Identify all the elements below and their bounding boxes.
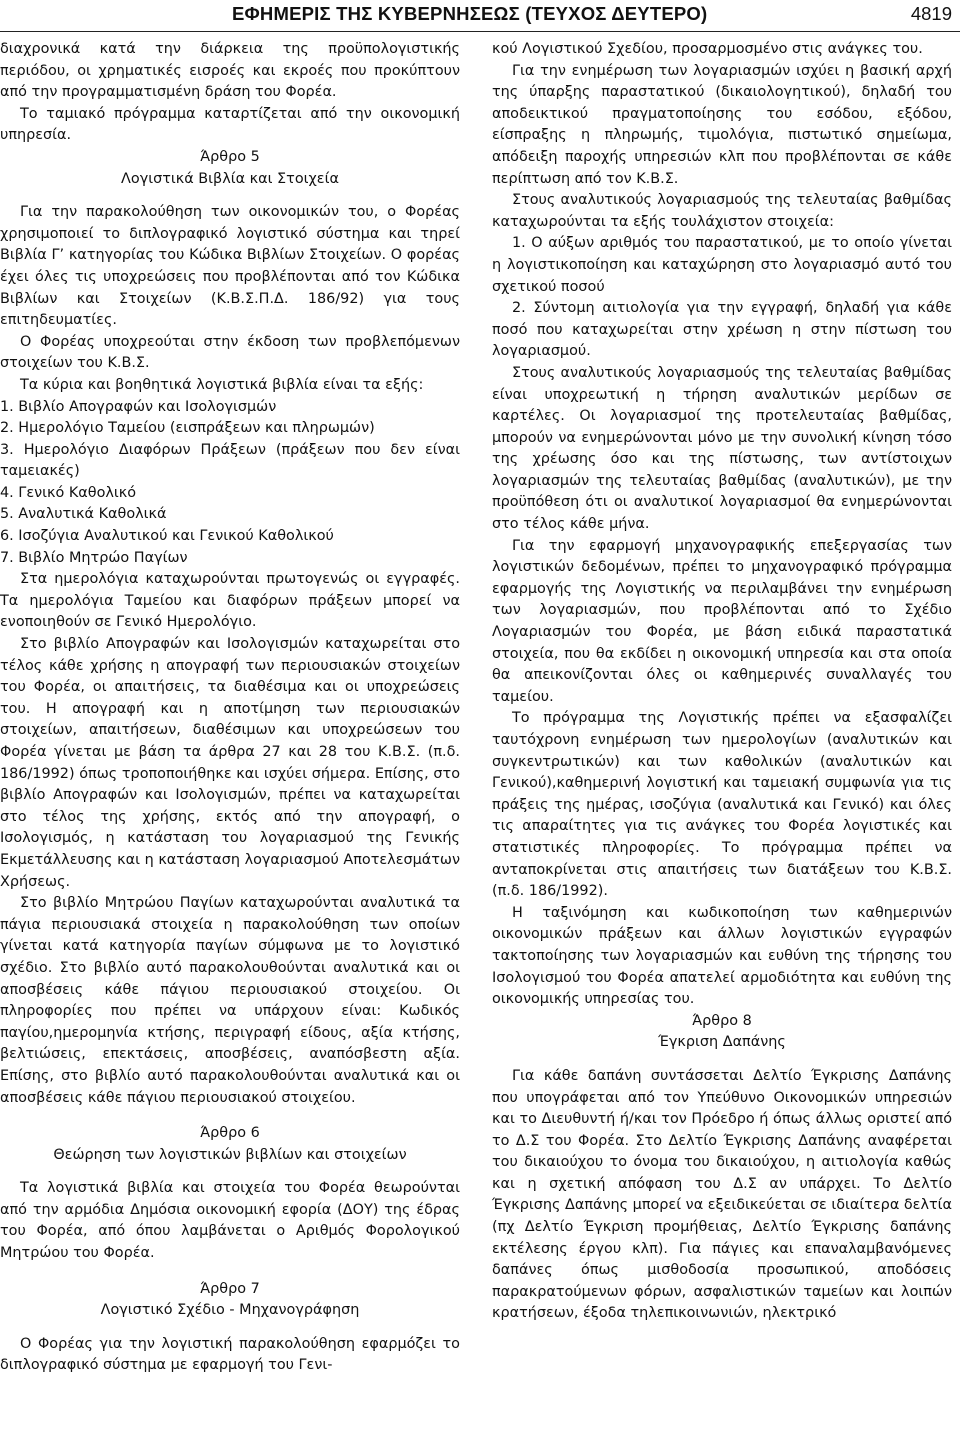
list-item: 3. Ημερολόγιο Διαφόρων Πράξεων (πράξεων που δεν είναι ταμειακές) bbox=[0, 441, 460, 480]
paragraph: διαχρονικά κατά την διάρκεια της προϋπολογιστικής περιόδου, οι χρηματικές εισροές και εκροές που προκύπτουν από την προγραμματισμένη δράση του Φορέα. bbox=[0, 41, 460, 101]
paragraph: Η ταξινόμηση και κωδικοποίηση των καθημερινών οικονομικών πράξεων και άλλων λογιστικών εγγραφών τακτοποίησης των λογαριασμών και ευθύνη της τήρησης του Ισολογισμού του Φορέα απατελεί αρμοδιότητα και ευθύνη της οικονομικής υπηρεσίας του. bbox=[492, 904, 952, 1008]
paragraph: Στους αναλυτικούς λογαριασμούς της τελευταίας βαθμίδας είναι υποχρεωτική η τήρηση αναλυτικών μερίδων σε καρτέλες. Οι λογαριασμοί της προτελευταίας βαθμίδας, μπορούν να ενημερώνονται μόνο με την συνολική κίνηση τόσο της χρέωσης όσο και της πίστωσης, των αντίστοιχων λογαριασμών της τελευταίας βαθμίδας (αναλυτικών), με την προϋπόθεση ότι οι αναλυτικοί λογαριασμοί θα ενημερώνονται στο τέλος κάθε μήνα. bbox=[492, 364, 952, 533]
left-column bbox=[0, 39, 460, 1377]
paragraph: Τα κύρια και βοηθητικά λογιστικά βιβλία είναι τα εξής: bbox=[20, 376, 424, 393]
list-item: 1. Ο αύξων αριθμός του παραστατικού, με το οποίο γίνεται η λογιστικοποίηση και καταχώρηση στο λογαριασμό αυτό του σχετικού ποσού bbox=[492, 235, 952, 295]
paragraph: Για κάθε δαπάνη συντάσσεται Δελτίο Έγκρισης Δαπάνης που υπογράφεται από τον Υπεύθυνο Οικονομικών υπηρεσιών και το Διευθυντή ή/και τον Πρόεδρο ή όπως άλλως οριστεί από το Δ.Σ του Φορέα. Στο Δελτίο Έγκρισης Δαπάνης αναφέρεται του δικαιούχου το όνομα του δικαιούχου, η αιτιολογία καθώς και η σχετική απόφαση του Δ.Σ αν υπάρχει. Το Δελτίο Έγκρισης Δαπάνης μπορεί να εξειδικεύεται σε ιδιαίτερα δελτία (πχ Δελτίο Έγκριση προμήθειας, Δελτίο Έγκρισης δαπάνης εκτέλεσης έργου κλπ). Για πάγιες και επαναλαμβανόμενες δαπάνες όπως μισθοδοσία προσωπικού, αποδόσεις παρακρατούμενων φόρων, ασφαλιστικών ταμείων και λοιπών κρατήσεων, έξοδα τηλεπικοινωνιών, ηλεκτρικό bbox=[492, 1067, 952, 1322]
paragraph: Το πρόγραμμα της Λογιστικής πρέπει να εξασφαλίζει ταυτόχρονη ενημέρωση των ημερολογίων (αναλυτικών και συγκεντρωτικών) και των καθολικών (αναλυτικών και Γενικού),καθημερινή λογιστική και ταμειακή συμφωνία για τις πράξεις της ημέρας, ισοζύγια (αναλυτικά και Γενικό) και όλες τις απαραίτητες για τις ανάγκες του Φορέα λογιστικές και στατιστικές πληροφορίες. Το πρόγραμμα πρέπει να ανταποκρίνεται στις απαιτήσεις των διατάξεων του Κ.Β.Σ. (π.δ. 186/1992). bbox=[492, 710, 952, 900]
paragraph: Στα ημερολόγια καταχωρούνται πρωτογενώς οι εγγραφές. Τα ημερολόγια Ταμείου και διαφόρων πράξεων μπορεί να ενοποιηθούν σε Γενικό Ημερολόγιο. bbox=[0, 571, 460, 631]
right-column bbox=[492, 39, 952, 1325]
paragraph: Στο βιβλίο Μητρώου Παγίων καταχωρούνται αναλυτικά τα πάγια περιουσιακά στοιχεία η παρακολούθηση των οποίων γίνεται κατά κατηγορία παγίων σύμφωνα με το λογιστικό σχέδιο. Στο βιβλίο αυτό παρακολουθούνται αναλυτικά και οι αποσβέσεις κάθε πάγιου περιουσιακού στοιχείου. Οι πληροφορίες που πρέπει να υπάρχουν είναι: Κωδικός παγίου,ημερομηνία κτήσης, περιγραφή είδους, αξία κτήσης, βελτιώσεις, επεκτάσεις, αποσβέσεις, αναπόσβεστη αξία. Επίσης, στο βιβλίο αυτό παρακολουθούνται αναλυτικά και οι αποσβέσεις κάθε πάγιου περιουσιακού στοιχείου. bbox=[0, 895, 460, 1106]
paragraph: Ο Φορέας για την λογιστική παρακολούθηση εφαρμόζει το διπλογραφικό σύστημα με εφαρμογή του Γενι- bbox=[0, 1335, 460, 1374]
article-5-heading: Άρθρο 5 bbox=[200, 148, 260, 165]
article-8-heading: Άρθρο 8 bbox=[692, 1012, 752, 1029]
list-item: 4. Γενικό Καθολικό bbox=[0, 484, 137, 501]
header-rule bbox=[0, 31, 960, 32]
article-8-title: Έγκριση Δαπάνης bbox=[658, 1034, 786, 1051]
paragraph: Για την εφαρμογή μηχανογραφικής επεξεργασίας των λογιστικών δεδομένων, πρέπει το μηχανογραφικό πρόγραμμα εφαρμογής της Λογιστικής να περιλαμβάνει την ενημέρωση των λογαριασμών, που προβλέπονται από το Σχέδιο Λογαριασμών του Φορέα, με βάση ειδικά παραστατικά στοιχεία, που θα εκδίδει η οικονομική υπηρεσία και στα οποία θα απεικονίζονται όλες οι καθημερινές συναλλαγές του ταμείου. bbox=[492, 537, 952, 705]
page-number: 4819 bbox=[910, 3, 952, 24]
paragraph: Στους αναλυτικούς λογαριασμούς της τελευταίας βαθμίδας καταχωρούνται τα εξής τουλάχιστον στοιχεία: bbox=[492, 192, 952, 230]
article-7-title: Λογιστικό Σχέδιο - Μηχανογράφηση bbox=[100, 1302, 360, 1319]
article-5-title: Λογιστικά Βιβλία και Στοιχεία bbox=[121, 170, 339, 187]
paragraph: Ο Φορέας υποχρεούται στην έκδοση των προβλεπόμενων στοιχείων του Κ.Β.Σ. bbox=[0, 333, 460, 372]
list-item: 2. Ημερολόγιο Ταμείου (εισπράξεων και πληρωμών) bbox=[0, 420, 375, 437]
article-6-title: Θεώρηση των λογιστικών βιβλίων και στοιχείων bbox=[53, 1146, 407, 1163]
list-item: 1. Βιβλίο Απογραφών και Ισολογισμών bbox=[0, 398, 277, 415]
gazette-title: ΕΦΗΜΕΡΙΣ ΤΗΣ ΚΥΒΕΡΝΗΣΕΩΣ (ΤΕΥΧΟΣ ΔΕΥΤΕΡΟ) bbox=[232, 3, 708, 24]
article-6-heading: Άρθρο 6 bbox=[200, 1125, 260, 1142]
paragraph: Τα λογιστικά βιβλία και στοιχεία του Φορέα θεωρούνται από την αρμόδια Δημόσια οικονομική εφορία (ΔΟΥ) της έδρας του Φορέα, από όπου λαμβάνεται ο Αριθμός Φορολογικού Μητρώου του Φορέα. bbox=[0, 1180, 460, 1262]
page-header bbox=[0, 0, 960, 32]
paragraph: Για την ενημέρωση των λογαριασμών ισχύει η βασική αρχή της ύπαρξης παραστατικού (δικαιολογητικού), δηλαδή του αποδεικτικού πραγματοποίησης του εσόδου, εξόδου, είσπραξης η πληρωμής, τιμολόγια, πιστωτικό σημείωμα, απόδειξη παροχής υπηρεσιών κλπ που προβλέπονται σε κάθε περίπτωση από τον Κ.Β.Σ. bbox=[492, 62, 952, 187]
paragraph: Για την παρακολούθηση των οικονομικών του, ο Φορέας χρησιμοποιεί το διπλογραφικό λογιστικό σύστημα και τηρεί Βιβλία Γ’ κατηγορίας του Κώδικα Βιβλίων Στοιχείων. Ο φορέας έχει όλες τις υποχρεώσεις που προβλέπονται από τον Κώδικα Βιβλίων και Στοιχείων (Κ.Β.Σ.Π.Δ. 186/92) για τους επιτηδευματίες. bbox=[0, 204, 460, 329]
article-7-heading: Άρθρο 7 bbox=[200, 1280, 260, 1297]
paragraph: Το ταμιακό πρόγραμμα καταρτίζεται από την οικονομική υπηρεσία. bbox=[0, 105, 460, 144]
list-item: 2. Σύντομη αιτιολογία για την εγγραφή, δηλαδή για κάθε ποσό που καταχωρείται στην χρέωση η στην πίστωση του λογαριασμού. bbox=[492, 300, 952, 360]
list-item: 7. Βιβλίο Μητρώο Παγίων bbox=[0, 549, 188, 566]
paragraph: Στο βιβλίο Απογραφών και Ισολογισμών καταχωρείται στο τέλος κάθε χρήσης η απογραφή των περιουσιακών στοιχείων του Φορέα, οι απαιτήσεις, τα διαθέσιμα και οι υποχρεώσεις του. Η απογραφή και η αποτίμηση των περιουσιακών στοιχείων, απαιτήσεων, διαθέσιμων και υποχρεώσεων του Φορέα γίνεται με βάση τα άρθρα 27 και 28 του Κ.Β.Σ. (π.δ. 186/1992) όπως τροποποιήθηκε και ισχύει σήμερα. Επίσης, στο βιβλίο Απογραφών και Ισολογισμών, πρέπει να καταχωρείται στο τέλος της χρήσης, εκτός από την απογραφή, ο Ισολογισμός, η κατάσταση του λογαριασμού της Γενικής Εκμετάλλευσης και η κατάσταση λογαριασμού Αποτελεσμάτων Χρήσεως. bbox=[0, 636, 460, 890]
list-item: 5. Αναλυτικά Καθολικά bbox=[0, 506, 167, 523]
list-item: 6. Ισοζύγια Αναλυτικού και Γενικού Καθολικού bbox=[0, 528, 334, 545]
paragraph: κού Λογιστικού Σχεδίου, προσαρμοσμένο στις ανάγκες του. bbox=[492, 41, 923, 57]
